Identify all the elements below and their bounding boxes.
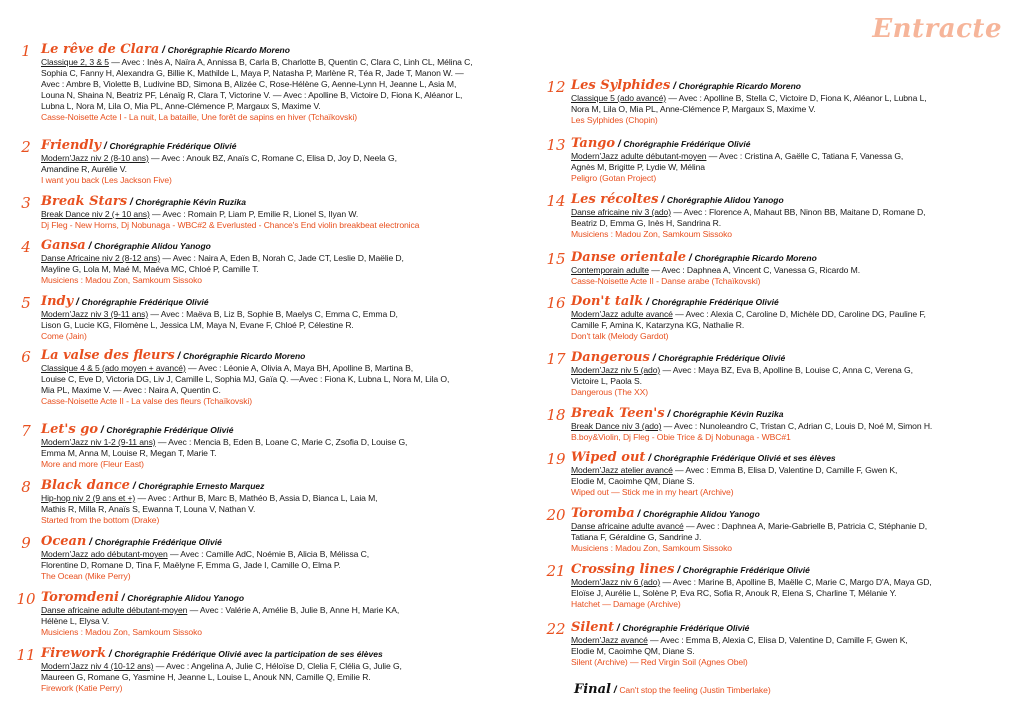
cast-line: Louna N, Shaina N, Beatriz PF, Lénaïg R, Clara T, Victorine V. — Avec : Apolline B, Victoire D, Fiona K, Aléanor L, xyxy=(41,90,463,100)
dance-title: Les Sylphides xyxy=(571,78,671,93)
music-credit: Hatchet — Damage (Archive) xyxy=(571,599,681,609)
item-body xyxy=(571,352,1014,398)
dance-title: Toromdeni xyxy=(41,590,119,605)
dance-title: Le rêve de Clara xyxy=(41,42,160,57)
choreographer: Chorégraphie Ricardo Moreno xyxy=(183,351,306,361)
cast-line: Elodie M, Caoimhe QM, Diane S. xyxy=(571,646,695,656)
separator: / xyxy=(85,241,95,252)
separator: / xyxy=(658,195,667,206)
cast-names: — Avec : Anouk BZ, Anaïs C, Romane C, Elisa D, Joy D, Neela G, xyxy=(151,153,397,163)
cast-block xyxy=(41,309,514,342)
music-credit: B.boy&Violin, Dj Fleg - Obie Trice & Dj Nobunaga - WBC#1 xyxy=(571,432,791,442)
cast-line xyxy=(41,309,514,320)
item-header xyxy=(571,252,1014,265)
program-item xyxy=(544,508,1014,554)
item-number: 11 xyxy=(16,646,36,664)
cast-block xyxy=(41,493,514,526)
music-credit: More and more (Fleur East) xyxy=(41,459,144,469)
item-body xyxy=(571,194,1014,240)
class-name: Modern'Jazz niv 2 (8-10 ans) xyxy=(41,153,149,163)
item-number: 7 xyxy=(21,422,31,440)
cast-block xyxy=(571,309,1014,342)
cast-block xyxy=(571,635,1014,668)
cast-block xyxy=(571,521,1014,554)
cast-line: Mathis R, Milla R, Anaïs S, Ewanna T, Louna V, Nathan V. xyxy=(41,504,256,514)
program-item xyxy=(14,44,514,123)
separator: / xyxy=(645,453,654,464)
item-body xyxy=(41,424,514,470)
item-header xyxy=(41,240,514,253)
music-credit: Musiciens : Madou Zon, Samkoum Sissoko xyxy=(571,229,732,239)
entracte-heading: Entracte xyxy=(872,14,1002,44)
separator: / xyxy=(118,593,128,604)
cast-line xyxy=(41,437,514,448)
cast-block xyxy=(571,421,1014,443)
cast-line xyxy=(571,151,1014,162)
final-label: Final xyxy=(574,682,611,697)
choreographer: Chorégraphie Frédérique Olivié xyxy=(658,353,786,363)
program-item xyxy=(544,564,1014,610)
class-name: Modern'Jazz niv 6 (ado) xyxy=(571,577,661,587)
cast-line: Tatiana F, Géraldine G, Sandrine J. xyxy=(571,532,702,542)
item-header xyxy=(41,196,514,209)
class-name: Modern'Jazz avancé xyxy=(571,635,648,645)
choreographer: Chorégraphie Alidou Yanogo xyxy=(643,509,760,519)
class-name: Modern'Jazz adulte avancé xyxy=(571,309,673,319)
cast-line xyxy=(41,209,514,220)
cast-line: Eloïse J, Aurélie L, Solène P, Eva RC, Sofia R, Anouk R, Elena S, Charline T, Mélanie Y. xyxy=(571,588,897,598)
cast-block xyxy=(41,605,514,638)
class-name: Danse africaine adulte avancé xyxy=(571,521,684,531)
dance-title: Les récoltes xyxy=(571,192,659,207)
cast-line: Louise C, Eve D, Victoria DG, Liv J, Camille L, Sophia MJ, Gaïa Q. —Avec : Fiona K, Lubna L, Nora M, Lila O, xyxy=(41,374,450,384)
cast-line: Mia PL, Maxime V. — Avec : Naira A, Quentin C. xyxy=(41,385,221,395)
cast-block xyxy=(571,93,1014,126)
cast-names: — Avec : Cristina A, Gaëlle C, Tatiana F, Vanessa G, xyxy=(708,151,904,161)
cast-line: Hélène L, Elysa V. xyxy=(41,616,110,626)
class-name: Classique 2, 3 & 5 xyxy=(41,57,109,67)
program-item xyxy=(14,140,514,186)
item-body xyxy=(41,240,514,286)
cast-line xyxy=(571,265,1014,276)
item-body xyxy=(571,408,1014,443)
program-item xyxy=(14,648,514,694)
cast-line xyxy=(571,421,1014,432)
cast-line: Mayline G, Lola M, Maé M, Maéva MC, Chloé P, Camille T. xyxy=(41,264,259,274)
final-music: Can't stop the feeling (Justin Timberlake) xyxy=(619,685,771,695)
dance-title: Black dance xyxy=(41,478,130,493)
cast-line: Elodie M, Caoimhe QM, Diane S. xyxy=(571,476,695,486)
separator: / xyxy=(613,685,620,696)
cast-line: Emma M, Anna M, Louise R, Megan T, Marie T. xyxy=(41,448,217,458)
choreographer: Chorégraphie Ernesto Marquez xyxy=(138,481,265,491)
program-item xyxy=(544,352,1014,398)
item-number: 17 xyxy=(546,350,566,368)
music-credit: Started from the bottom (Drake) xyxy=(41,515,160,525)
cast-names: — Avec : Mencia B, Eden B, Loane C, Marie C, Zsofia D, Louise G, xyxy=(157,437,408,447)
choreographer: Chorégraphie Frédérique Olivié et ses élèves xyxy=(653,453,836,463)
item-number: 12 xyxy=(546,78,566,96)
item-header xyxy=(41,140,514,153)
item-number: 3 xyxy=(21,194,31,212)
music-credit: The Ocean (Mike Perry) xyxy=(41,571,131,581)
item-number: 20 xyxy=(546,506,566,524)
cast-block xyxy=(571,365,1014,398)
separator: / xyxy=(634,509,643,520)
item-header xyxy=(571,564,1014,577)
item-body xyxy=(41,536,514,582)
cast-block xyxy=(41,153,514,186)
item-header xyxy=(41,536,514,549)
program-item xyxy=(14,480,514,526)
program-item xyxy=(544,252,1014,287)
dance-title: Firework xyxy=(41,646,107,661)
cast-line: Avec : Ambre B, Violette B, Ludivine BD, Simona B, Alizée C, Rose-Hélène G, Aenne-Lynn H, Jeanne L, Asia M, xyxy=(41,79,457,89)
class-name: Danse africaine niv 3 (ado) xyxy=(571,207,672,217)
cast-names: — Avec : Daphnea A, Marie-Gabrielle B, Patricia C, Stéphanie D, xyxy=(686,521,927,531)
cast-block xyxy=(41,253,514,286)
music-credit: I want you back (Les Jackson Five) xyxy=(41,175,172,185)
music-credit: Wiped out — Stick me in my heart (Archive) xyxy=(571,487,734,497)
program-item xyxy=(14,296,514,342)
item-number: 8 xyxy=(21,478,31,496)
music-credit: Casse-Noisette Acte I - La nuit, La bataille, Une forêt de sapins en hiver (Tchaïkovski) xyxy=(41,112,358,122)
item-body xyxy=(571,252,1014,287)
cast-line: Beatriz D, Emma G, Inès H, Sandrina R. xyxy=(571,218,721,228)
cast-names: — Avec : Arthur B, Marc B, Mathéo B, Assia D, Bianca L, Laia M, xyxy=(137,493,378,503)
cast-names: — Avec : Apolline B, Stella C, Victoire D, Fiona K, Aléanor L, Lubna L, xyxy=(668,93,927,103)
separator: / xyxy=(86,537,95,548)
item-header xyxy=(41,592,514,605)
item-number: 6 xyxy=(21,348,31,366)
separator: / xyxy=(98,425,107,436)
cast-names: — Avec : Angelina A, Julie C, Héloïse D, Clelia F, Clélia G, Julie G, xyxy=(155,661,402,671)
item-number: 21 xyxy=(546,562,566,580)
cast-line: Lubna L, Nora M, Lila O, Mia PL, Anne-Clémence P, Margaux S, Maxime V. xyxy=(41,101,321,111)
item-number: 22 xyxy=(546,620,566,638)
cast-block xyxy=(41,549,514,582)
cast-line xyxy=(41,549,514,560)
choreographer: Chorégraphie Frédérique Olivié xyxy=(623,139,751,149)
cast-names: — Avec : Florence A, Mahaut BB, Ninon BB, Maitane D, Romane D, xyxy=(673,207,926,217)
program-item xyxy=(14,196,514,231)
separator: / xyxy=(670,81,679,92)
class-name: Danse africaine adulte débutant-moyen xyxy=(41,605,188,615)
cast-names: — Avec : Emma B, Elisa D, Valentine D, Camille F, Gwen K, xyxy=(675,465,898,475)
item-body xyxy=(41,196,514,231)
item-header xyxy=(571,622,1014,635)
cast-names: — Avec : Léonie A, Olivia A, Maya BH, Apolline B, Martina B, xyxy=(188,363,414,373)
item-number: 16 xyxy=(546,294,566,312)
item-header xyxy=(571,296,1014,309)
separator: / xyxy=(614,623,623,634)
item-number: 18 xyxy=(546,406,566,424)
music-credit: Musiciens : Madou Zon, Samkoum Sissoko xyxy=(571,543,732,553)
class-name: Modern'Jazz adulte débutant-moyen xyxy=(571,151,707,161)
cast-line: Nora M, Lila O, Mia PL, Anne-Clémence P, Margaux S, Maxime V. xyxy=(571,104,816,114)
class-name: Modern'Jazz ado débutant-moyen xyxy=(41,549,168,559)
program-item xyxy=(14,240,514,286)
separator: / xyxy=(101,141,110,152)
separator: / xyxy=(649,353,659,364)
cast-names: — Avec : Alexia C, Caroline D, Michèle DD, Caroline DG, Pauline F, xyxy=(675,309,926,319)
cast-line xyxy=(41,605,514,616)
program-item xyxy=(544,138,1014,184)
cast-line xyxy=(571,365,1014,376)
cast-block xyxy=(571,151,1014,184)
program-item xyxy=(14,424,514,470)
choreographer: Chorégraphie Frédérique Olivié xyxy=(81,297,209,307)
choreographer: Chorégraphie Frédérique Olivié xyxy=(106,425,234,435)
dance-title: Indy xyxy=(41,294,74,309)
cast-line xyxy=(571,309,1014,320)
cast-line: Florentine D, Romane D, Tina F, Maëlyne F, Emma G, Jade I, Camille O, Elma P. xyxy=(41,560,341,570)
cast-block xyxy=(41,209,514,231)
program-item xyxy=(14,536,514,582)
cast-block xyxy=(41,437,514,470)
item-number: 14 xyxy=(546,192,566,210)
cast-block xyxy=(571,207,1014,240)
separator: / xyxy=(664,409,673,420)
item-body xyxy=(571,80,1014,126)
cast-line xyxy=(571,577,1014,588)
dance-title: Gansa xyxy=(41,238,86,253)
class-name: Danse Africaine niv 2 (8-12 ans) xyxy=(41,253,161,263)
music-credit: Musiciens : Madou Zon, Samkoum Sissoko xyxy=(41,275,202,285)
dance-title: Break Stars xyxy=(41,194,128,209)
cast-names: — Avec : Emma B, Alexia C, Elisa D, Valentine D, Camille F, Gwen K, xyxy=(650,635,908,645)
dance-title: La valse des fleurs xyxy=(41,348,175,363)
cast-block xyxy=(571,265,1014,287)
separator: / xyxy=(129,481,139,492)
item-header xyxy=(41,648,514,661)
class-name: Modern'Jazz niv 4 (10-12 ans) xyxy=(41,661,154,671)
choreographer: Chorégraphie Frédérique Olivié xyxy=(94,537,222,547)
separator: / xyxy=(106,649,115,660)
dance-title: Tango xyxy=(571,136,616,151)
separator: / xyxy=(159,45,168,56)
cast-line: Camille F, Amina K, Katarzyna KG, Nathalie R. xyxy=(571,320,745,330)
separator: / xyxy=(686,253,695,264)
cast-block xyxy=(41,57,514,123)
choreographer: Chorégraphie Ricardo Moreno xyxy=(678,81,801,91)
class-name: Modern'Jazz niv 3 (9-11 ans) xyxy=(41,309,149,319)
item-body xyxy=(571,296,1014,342)
item-header xyxy=(571,508,1014,521)
choreographer: Chorégraphie Frédérique Olivié xyxy=(622,623,750,633)
dance-title: Silent xyxy=(571,620,614,635)
final-item xyxy=(544,684,1014,697)
program-item xyxy=(14,592,514,638)
separator: / xyxy=(174,351,184,362)
item-header xyxy=(571,194,1014,207)
dance-title: Don't talk xyxy=(571,294,644,309)
dance-title: Wiped out xyxy=(571,450,646,465)
music-credit: Musiciens : Madou Zon, Samkoum Sissoko xyxy=(41,627,202,637)
cast-line xyxy=(41,661,514,672)
item-header xyxy=(41,480,514,493)
music-credit: Don't talk (Melody Gardot) xyxy=(571,331,669,341)
item-body xyxy=(41,44,514,123)
item-header xyxy=(571,352,1014,365)
item-header xyxy=(571,138,1014,151)
separator: / xyxy=(127,197,136,208)
cast-names: — Avec : Naira A, Eden B, Norah C, Jade CT, Leslie D, Maëlie D, xyxy=(162,253,404,263)
cast-block xyxy=(571,577,1014,610)
cast-line xyxy=(571,635,1014,646)
cast-names: — Avec : Daphnea A, Vincent C, Vanessa G, Ricardo M. xyxy=(651,265,860,275)
class-name: Modern'Jazz atelier avancé xyxy=(571,465,673,475)
music-credit: Dangerous (The XX) xyxy=(571,387,649,397)
cast-names: — Avec : Inès A, Naïra A, Annissa B, Carla B, Charlotte B, Quentin C, Clara C, Linh CL, Mélina C, xyxy=(111,57,473,67)
cast-block xyxy=(41,363,514,407)
separator: / xyxy=(674,565,683,576)
item-body xyxy=(571,452,1014,498)
music-credit: Dj Fleg - New Horns, Dj Nobunaga - WBC#2 & Everlusted - Chance's End violin breakbeat electronica xyxy=(41,220,420,230)
cast-line xyxy=(571,207,1014,218)
item-header xyxy=(571,80,1014,93)
dance-title: Let's go xyxy=(41,422,99,437)
music-credit: Casse-Noisette Acte II - Danse arabe (Tchaïkovski) xyxy=(571,276,761,286)
cast-line xyxy=(41,57,514,68)
dance-title: Toromba xyxy=(571,506,635,521)
choreographer: Chorégraphie Frédérique Olivié xyxy=(109,141,237,151)
program-item xyxy=(544,622,1014,668)
item-number: 2 xyxy=(21,138,31,156)
item-body xyxy=(41,350,514,407)
dance-title: Break Teen's xyxy=(571,406,665,421)
item-number: 10 xyxy=(16,590,36,608)
cast-names: — Avec : Romain P, Liam P, Emilie R, Lionel S, Ilyan W. xyxy=(152,209,359,219)
item-header xyxy=(571,452,1014,465)
cast-line xyxy=(41,493,514,504)
cast-names: — Avec : Marine B, Apolline B, Maëlle C, Marie C, Margo D'A, Maya GD, xyxy=(662,577,932,587)
music-credit: Les Sylphides (Chopin) xyxy=(571,115,658,125)
music-credit: Peligro (Gotan Project) xyxy=(571,173,657,183)
choreographer: Chorégraphie Kévin Ruzika xyxy=(672,409,784,419)
choreographer: Chorégraphie Kévin Ruzika xyxy=(135,197,246,207)
cast-line: Agnès M, Brigitte P, Lydie W, Mélina xyxy=(571,162,705,172)
item-body xyxy=(571,508,1014,554)
class-name: Classique 4 & 5 (ado moyen + avancé) xyxy=(41,363,186,373)
item-number: 5 xyxy=(21,294,31,312)
choreographer: Chorégraphie Frédérique Olivié avec la participation de ses élèves xyxy=(114,649,383,659)
cast-line xyxy=(571,465,1014,476)
separator: / xyxy=(73,297,82,308)
cast-line xyxy=(41,253,514,264)
cast-line: Maureen G, Romane G, Yasmine H, Jeanne L, Louise L, Anouk NN, Camille Q, Emilie R. xyxy=(41,672,371,682)
item-number: 19 xyxy=(546,450,566,468)
program-item xyxy=(544,408,1014,443)
cast-names: — Avec : Nunoleandro C, Tristan C, Adrian C, Louis D, Noé M, Simon H. xyxy=(663,421,933,431)
cast-line: Sophia C, Fanny H, Alexandra G, Billie K, Mathilde L, Maya P, Natasha P, Marlène R, Téa R, Jade T, Manon W. — xyxy=(41,68,464,78)
class-name: Classique 5 (ado avancé) xyxy=(571,93,667,103)
item-number: 4 xyxy=(21,238,31,256)
cast-line xyxy=(41,363,514,374)
cast-names: — Avec : Maya BZ, Eva B, Apolline B, Louise C, Anna C, Verena G, xyxy=(662,365,913,375)
music-credit: Casse-Noisette Acte II - La valse des fleurs (Tchaïkovski) xyxy=(41,396,253,406)
choreographer: Chorégraphie Frédérique Olivié xyxy=(682,565,810,575)
class-name: Modern'Jazz niv 5 (ado) xyxy=(571,365,661,375)
item-body xyxy=(41,296,514,342)
item-body xyxy=(41,480,514,526)
choreographer: Chorégraphie Ricardo Moreno xyxy=(694,253,817,263)
class-name: Contemporain adulte xyxy=(571,265,649,275)
cast-block xyxy=(41,661,514,694)
item-body xyxy=(41,648,514,694)
choreographer: Chorégraphie Alidou Yanogo xyxy=(94,241,211,251)
class-name: Modern'Jazz niv 1-2 (9-11 ans) xyxy=(41,437,156,447)
music-credit: Come (Jain) xyxy=(41,331,87,341)
class-name: Break Dance niv 3 (ado) xyxy=(571,421,662,431)
music-credit: Silent (Archive) — Red Virgin Soil (Agnes Obel) xyxy=(571,657,748,667)
program-item xyxy=(544,194,1014,240)
item-header xyxy=(41,350,514,363)
dance-title: Danse orientale xyxy=(571,250,687,265)
dance-title: Dangerous xyxy=(571,350,650,365)
cast-line: Victoire L, Paola S. xyxy=(571,376,642,386)
cast-line xyxy=(571,93,1014,104)
program-item xyxy=(544,80,1014,126)
cast-line: Lison G, Lucie KG, Filomène L, Jessica LM, Maya N, Evane F, Chloé P, Célestine R. xyxy=(41,320,354,330)
item-header xyxy=(41,424,514,437)
cast-names: — Avec : Valérie A, Amélie B, Julie B, Anne H, Marie KA, xyxy=(189,605,400,615)
cast-line xyxy=(41,153,514,164)
item-header xyxy=(571,408,1014,421)
dance-title: Friendly xyxy=(41,138,102,153)
cast-block xyxy=(571,465,1014,498)
program-item xyxy=(14,350,514,407)
item-number: 13 xyxy=(546,136,566,154)
item-body xyxy=(41,140,514,186)
cast-names: — Avec : Maëva B, Liz B, Sophie B, Maelys C, Emma C, Emma D, xyxy=(150,309,398,319)
item-body xyxy=(571,622,1014,668)
choreographer: Chorégraphie Alidou Yanogo xyxy=(666,195,784,205)
cast-names: — Avec : Camille AdC, Noémie B, Alicia B, Mélissa C, xyxy=(169,549,370,559)
item-number: 1 xyxy=(21,42,31,60)
item-number: 9 xyxy=(21,534,31,552)
item-body xyxy=(41,592,514,638)
program-item xyxy=(544,452,1014,498)
class-name: Break Dance niv 2 (+ 10 ans) xyxy=(41,209,150,219)
choreographer: Chorégraphie Ricardo Moreno xyxy=(167,45,290,55)
music-credit: Firework (Katie Perry) xyxy=(41,683,123,693)
item-header xyxy=(41,44,514,57)
item-number: 15 xyxy=(546,250,566,268)
dance-title: Crossing lines xyxy=(571,562,675,577)
item-body xyxy=(571,564,1014,610)
cast-line xyxy=(571,521,1014,532)
class-name: Hip-hop niv 2 (9 ans et +) xyxy=(41,493,136,503)
item-header xyxy=(41,296,514,309)
cast-line: Amandine R, Aurélie V. xyxy=(41,164,127,174)
choreographer: Chorégraphie Alidou Yanogo xyxy=(127,593,245,603)
item-body xyxy=(571,138,1014,184)
separator: / xyxy=(643,297,652,308)
program-item xyxy=(544,296,1014,342)
choreographer: Chorégraphie Frédérique Olivié xyxy=(651,297,779,307)
dance-title: Ocean xyxy=(41,534,87,549)
separator: / xyxy=(615,139,624,150)
